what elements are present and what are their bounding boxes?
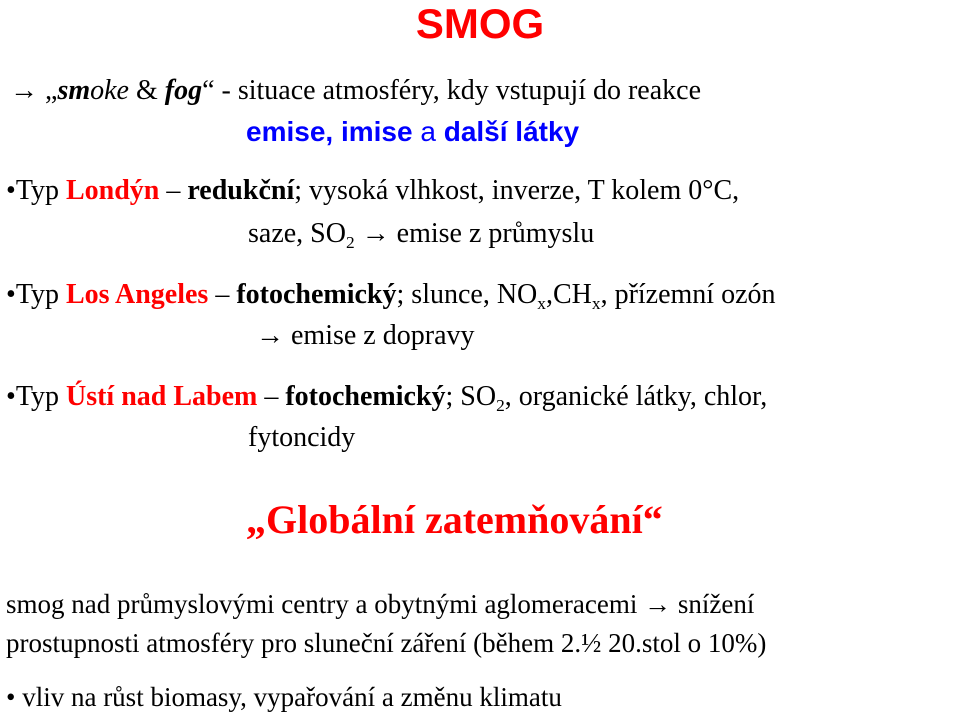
usti-line — [6, 381, 768, 416]
smoke-word-rest: oke — [90, 75, 129, 106]
la-name: Los Angeles — [65, 279, 209, 310]
usti-name: Ústí nad Labem — [65, 381, 258, 412]
london-kind: redukční — [187, 175, 295, 206]
biomass-line — [6, 684, 562, 711]
la-desc-a: ; slunce, NO — [396, 279, 538, 310]
usti-desc-b: , organické látky, chlor, — [504, 381, 768, 412]
typ-label: Typ — [15, 175, 66, 206]
la-line-2 — [256, 322, 475, 350]
subscript: x — [591, 294, 601, 314]
usti-line-2 — [248, 424, 355, 452]
la-emise: emise z dopravy — [284, 320, 475, 351]
subscript: 2 — [345, 233, 355, 253]
intro-line — [10, 77, 701, 105]
arrow-icon: → — [10, 75, 38, 106]
emise-term: emise — [246, 116, 326, 147]
london-line — [6, 177, 739, 205]
bullet: • — [6, 381, 16, 412]
smog-text-a: smog nad průmyslovými centry a obytnými aglomeracemi — [6, 589, 638, 619]
la-desc-c: , přízemní ozón — [600, 279, 776, 310]
global-dimming-heading: „Globální zatemňování“ — [246, 497, 663, 542]
smog-text-line-1 — [6, 591, 754, 618]
subscript: 2 — [496, 396, 505, 416]
typ-label: Typ — [15, 381, 66, 412]
london-saze: saze, SO — [248, 218, 346, 249]
london-emise: emise z průmyslu — [396, 218, 595, 249]
arrow-icon: → — [637, 589, 678, 619]
bullet: • — [6, 682, 23, 712]
and-word: a — [412, 116, 444, 147]
dalsi-latky-term: další látky — [443, 116, 580, 147]
arrow-icon: → — [354, 218, 397, 249]
la-kind: fotochemický — [236, 279, 397, 310]
dash: – — [159, 175, 188, 206]
biomass-text: vliv na růst biomasy, vypařování a změnu klimatu — [22, 682, 562, 712]
intro-line-2 — [246, 118, 579, 147]
imise-term: imise — [340, 116, 413, 147]
usti-kind: fotochemický — [285, 381, 446, 412]
bullet: • — [6, 279, 16, 310]
london-desc: ; vysoká vlhkost, inverze, T kolem 0°C, — [294, 175, 740, 206]
smog-text-line-2: prostupnosti atmosféry pro sluneční záření (během 2.½ 20.stol o 10%) — [6, 628, 767, 658]
la-line — [6, 279, 776, 314]
arrow-icon: → — [256, 320, 284, 351]
bullet: • — [6, 175, 16, 206]
quote-open: „ — [45, 75, 58, 106]
london-name: Londýn — [65, 175, 160, 206]
quote-close: “ — [202, 75, 215, 106]
dash: – — [257, 381, 286, 412]
london-line-2 — [248, 218, 595, 253]
ampersand: & — [128, 75, 165, 106]
smoke-word-bold: sm — [57, 75, 91, 106]
dash: – — [208, 279, 237, 310]
fog-word: fog — [164, 75, 203, 106]
slide-title: SMOG — [415, 0, 545, 47]
subscript: x — [537, 294, 546, 314]
usti-fytoncidy: fytoncidy — [248, 422, 356, 453]
usti-desc-a: ; SO — [445, 381, 497, 412]
separator: , — [325, 116, 341, 147]
typ-label: Typ — [15, 279, 66, 310]
intro-text: - situace atmosféry, kdy vstupují do reakce — [214, 75, 702, 106]
smog-text-b: snížení — [677, 589, 755, 619]
la-desc-b: ,CH — [545, 279, 592, 310]
